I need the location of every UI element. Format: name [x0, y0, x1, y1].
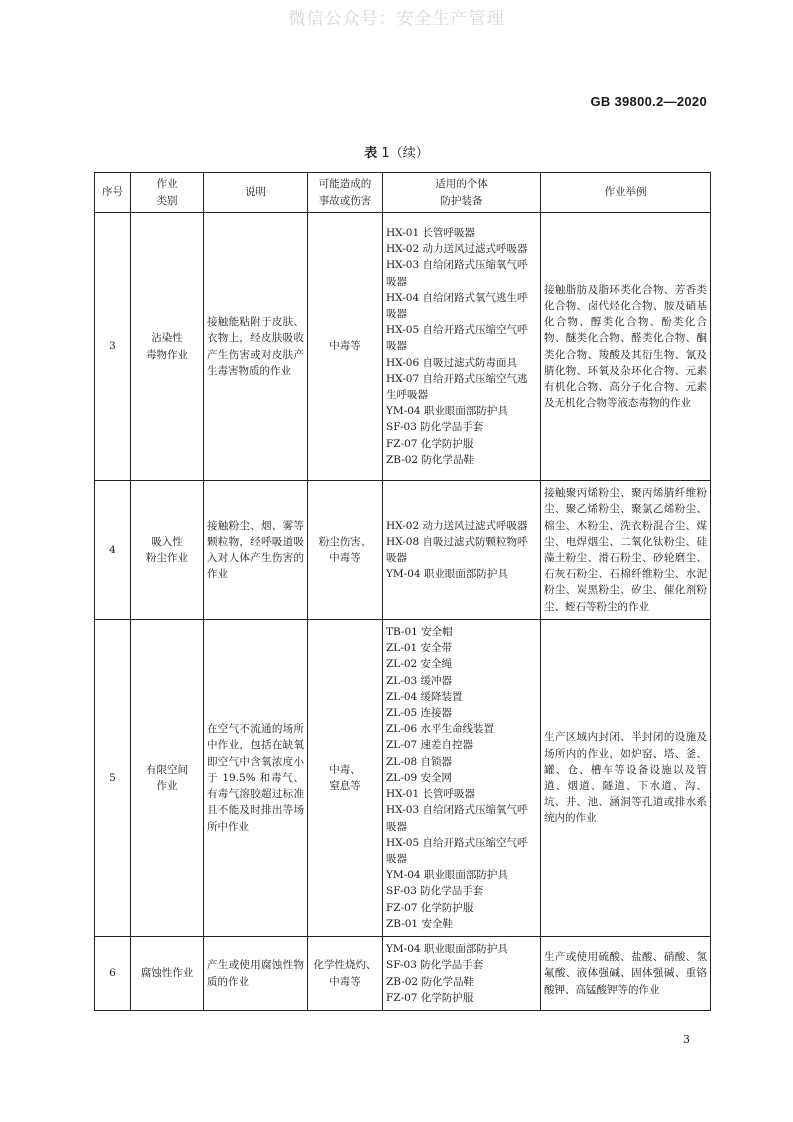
watermark: 微信公众号：安全生产管理: [288, 9, 505, 29]
header-hazard: 可能造成的 事故或伤害: [308, 173, 383, 213]
table-row: [95, 620, 711, 937]
equipment-item: SF-03 防化学品手套: [386, 885, 484, 898]
table-title-label: 表: [364, 146, 378, 161]
equipment-item: HX-02 动力送风过滤式呼吸器: [386, 243, 528, 256]
cell-hazard: 粉尘伤害、 中毒等: [308, 481, 383, 620]
cell-category: 吸入性 粉尘作业: [131, 481, 204, 620]
equipment-item: FZ-07 化学防护服: [386, 437, 474, 450]
header-examples: 作业举例: [541, 173, 711, 213]
cell-equipment: [383, 937, 541, 1011]
cell-no: 6: [95, 937, 131, 1011]
equipment-item: YM-04 职业眼面部防护具: [386, 568, 508, 581]
cell-description: 产生或使用腐蚀性物质的作业: [204, 937, 308, 1011]
equipment-item: ZL-04 缓降装置: [386, 690, 463, 703]
cell-examples: 接触聚丙烯粉尘、聚丙烯腈纤维粉尘、聚乙烯粉尘、聚氯乙烯粉尘、棉尘、木粉尘、洗衣粉混合尘、煤尘、电焊烟尘、二氧化钛粉尘、硅藻土粉尘、滑石粉尘、砂轮磨尘、石灰石粉尘、石棉纤维粉尘、水泥粉尘、炭黑粉尘、矽尘、催化剂粉尘、蛭石等粉尘的作业: [541, 481, 711, 620]
header-description: 说明: [204, 173, 308, 213]
table-row: [95, 937, 711, 1011]
cell-description: 在空气不流通的场所中作业，包括在缺氧即空气中含氧浓度小于 19.5% 和毒气、有毒气溶胶超过标准且不能及时排出等场所中作业: [204, 620, 308, 937]
cell-no: 5: [95, 620, 131, 937]
equipment-item: ZL-09 安全网: [386, 771, 453, 784]
equipment-item: ZB-01 安全鞋: [386, 917, 453, 930]
cell-examples: 生产区域内封闭、半封闭的设施及场所内的作业，如炉窑、塔、釜、罐、仓、槽车等设备设施以及管道、烟道、隧道、下水道、沟、坑、井、池、涵洞等孔道或排水系统内的作业: [541, 620, 711, 937]
header-category: 作业 类别: [131, 173, 204, 213]
equipment-item: HX-08 自吸过滤式防颗粒物呼吸器: [386, 535, 528, 564]
table-title: [0, 142, 793, 161]
equipment-item: ZL-02 安全绳: [386, 658, 453, 671]
cell-category: 沾染性 毒物作业: [131, 213, 204, 481]
equipment-item: SF-03 防化学品手套: [386, 959, 484, 972]
cell-category: 有限空间 作业: [131, 620, 204, 937]
equipment-item: ZL-05 连接器: [386, 707, 453, 720]
equipment-item: FZ-07 化学防护服: [386, 901, 474, 914]
equipment-item: ZL-01 安全带: [386, 642, 453, 655]
equipment-item: ZL-07 速差自控器: [386, 739, 474, 752]
equipment-item: HX-01 长管呼吸器: [386, 788, 476, 801]
equipment-item: ZB-02 防化学品鞋: [386, 453, 474, 466]
cell-equipment: [383, 620, 541, 937]
table-title-number: 1（续）: [377, 146, 429, 161]
cell-description: 接触能粘附于皮肤、衣物上，经皮肤吸收产生伤害或对皮肤产生毒害物质的作业: [204, 213, 308, 481]
equipment-item: ZL-03 缓冲器: [386, 674, 453, 687]
table-header-row: [95, 173, 711, 213]
equipment-item: SF-03 防化学品手套: [386, 421, 484, 434]
cell-hazard: 中毒、 窒息等: [308, 620, 383, 937]
cell-category: 腐蚀性作业: [131, 937, 204, 1011]
equipment-item: ZL-06 水平生命线装置: [386, 723, 495, 736]
equipment-item: FZ-07 化学防护服: [386, 991, 474, 1004]
equipment-item: HX-05 自给开路式压缩空气呼吸器: [386, 836, 528, 865]
header-no: 序号: [95, 173, 131, 213]
equipment-item: ZL-08 自锁器: [386, 755, 453, 768]
header-equipment: 适用的个体 防护装备: [383, 173, 541, 213]
equipment-item: TB-01 安全帽: [386, 626, 453, 639]
table-row: [95, 481, 711, 620]
table-row: [95, 213, 711, 481]
equipment-item: YM-04 职业眼面部防护具: [386, 405, 508, 418]
cell-examples: 生产或使用硫酸、盐酸、硝酸、氢氟酸、液体强碱、固体强碱、重铬酸钾、高锰酸钾等的作业: [541, 937, 711, 1011]
equipment-item: YM-04 职业眼面部防护具: [386, 943, 508, 956]
cell-hazard: 化学性烧灼、 中毒等: [308, 937, 383, 1011]
equipment-item: HX-04 自给闭路式氧气逃生呼吸器: [386, 291, 528, 320]
equipment-item: HX-03 自给闭路式压缩氧气呼吸器: [386, 804, 528, 833]
cell-description: 接触粉尘、烟、雾等颗粒物，经呼吸道吸入对人体产生伤害的作业: [204, 481, 308, 620]
equipment-item: HX-02 动力送风过滤式呼吸器: [386, 519, 528, 532]
equipment-item: HX-03 自给闭路式压缩氧气呼吸器: [386, 259, 528, 288]
cell-no: 3: [95, 213, 131, 481]
cell-equipment: [383, 481, 541, 620]
equipment-item: ZB-02 防化学品鞋: [386, 975, 474, 988]
equipment-item: YM-04 职业眼面部防护具: [386, 869, 508, 882]
equipment-item: HX-06 自吸过滤式防毒面具: [386, 356, 518, 369]
cell-examples: 接触脂肪及脂环类化合物、芳香类化合物、卤代烃化合物、胺及硝基化合物、醇类化合物、酚类化合物、醚类化合物、醛类化合物、酮类化合物、羧酸及其衍生物、氰及腈化物、环氧及杂环化合物、元素有机化合物、高分子化合物、元素及无机化合物等液态毒物的作业: [541, 213, 711, 481]
equipment-item: HX-07 自给开路式压缩空气逃生呼吸器: [386, 372, 528, 401]
cell-equipment: [383, 213, 541, 481]
cell-no: 4: [95, 481, 131, 620]
page-number: 3: [683, 1033, 690, 1046]
equipment-item: HX-05 自给开路式压缩空气呼吸器: [386, 324, 528, 353]
ppe-table: [94, 172, 711, 1011]
cell-hazard: 中毒等: [308, 213, 383, 481]
equipment-item: HX-01 长管呼吸器: [386, 226, 476, 239]
standard-code: GB 39800.2—2020: [590, 94, 707, 109]
